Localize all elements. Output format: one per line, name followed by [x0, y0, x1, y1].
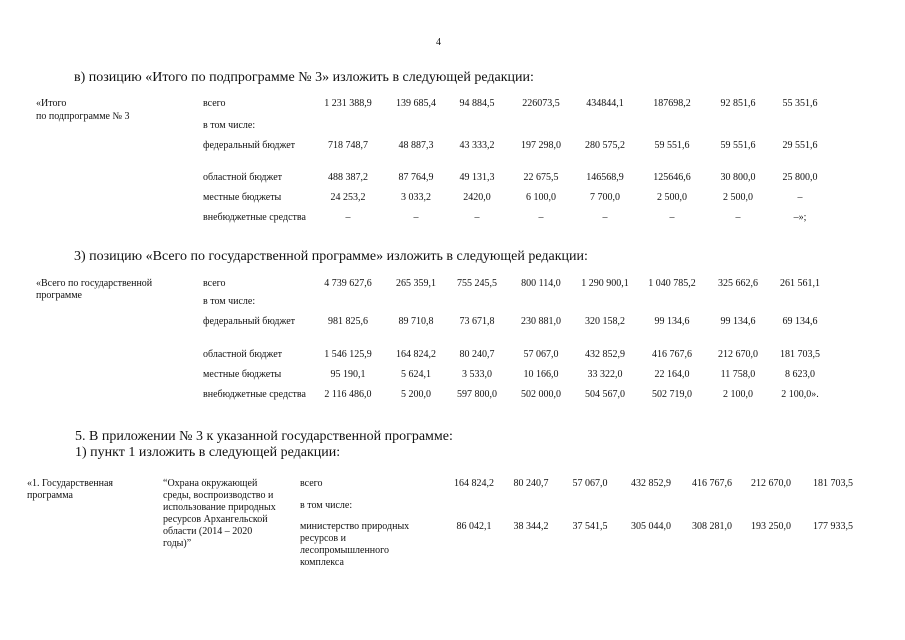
table-cell: 125646,6 — [653, 172, 691, 183]
table-cell: 755 245,5 — [457, 278, 497, 289]
table-cell: – — [602, 212, 608, 223]
table-cell: 43 333,2 — [459, 140, 495, 151]
table-cell: 59 551,6 — [654, 140, 690, 151]
table-cell: – — [345, 212, 351, 223]
table-cell: – — [413, 212, 419, 223]
table-cell: 164 824,2 — [396, 349, 436, 360]
table-cell: 55 351,6 — [782, 98, 818, 109]
row-label: областной бюджет — [203, 349, 283, 360]
table-cell: 1 040 785,2 — [648, 278, 696, 289]
table-cell: – — [797, 192, 803, 203]
table-cell: 718 748,7 — [328, 140, 368, 151]
table-cell: 1 231 388,9 — [324, 98, 372, 109]
table-cell: 33 322,0 — [587, 369, 623, 380]
page-number: 4 — [436, 37, 441, 48]
row-label: местные бюджеты — [203, 369, 282, 380]
table-cell: 416 767,6 — [652, 349, 692, 360]
table-cell: 59 551,6 — [720, 140, 756, 151]
row-label: всего — [203, 98, 226, 109]
table-cell: 2 100,0 — [723, 389, 753, 400]
table-cell: 597 800,0 — [457, 389, 497, 400]
table-cell: 95 190,1 — [330, 369, 366, 380]
table-cell: 73 671,8 — [459, 316, 495, 327]
table-cell: 261 561,1 — [780, 278, 820, 289]
row-label: в том числе: — [203, 120, 256, 131]
table-cell: 2 100,0». — [781, 389, 819, 400]
table-cell: – — [538, 212, 544, 223]
table-cell: 6 100,0 — [526, 192, 556, 203]
table-cell: 99 134,6 — [654, 316, 690, 327]
section-5-subheading: 1) пункт 1 изложить в следующей редакции: — [75, 445, 341, 460]
table-cell: 502 719,0 — [652, 389, 692, 400]
table-cell: 69 134,6 — [782, 316, 818, 327]
table-cell: – — [474, 212, 480, 223]
table-cell: 181 703,5 — [780, 349, 820, 360]
table-cell: 3 033,2 — [401, 192, 431, 203]
table-cell: – — [735, 212, 741, 223]
table-cell: 981 825,6 — [328, 316, 368, 327]
table-cell: 86 042,1 — [456, 521, 492, 532]
table-cell: 5 624,1 — [401, 369, 431, 380]
table-cell: 57 067,0 — [572, 478, 608, 489]
table-cell: 80 240,7 — [513, 478, 549, 489]
table-cell: 37 541,5 — [572, 521, 608, 532]
table-cell: 146568,9 — [586, 172, 624, 183]
table-cell: –»; — [793, 212, 807, 223]
row-label: областной бюджет — [203, 172, 283, 183]
row-label: в том числе: — [300, 500, 353, 511]
row-label: всего — [203, 278, 226, 289]
table-cell: 80 240,7 — [459, 349, 495, 360]
table-cell: 193 250,0 — [751, 521, 791, 532]
section-v-heading: в) позицию «Итого по подпрограмме № 3» изложить в следующей редакции: — [74, 70, 534, 85]
table-cell: 488 387,2 — [328, 172, 368, 183]
table-cell: 280 575,2 — [585, 140, 625, 151]
table-cell: 87 764,9 — [398, 172, 434, 183]
table-cell: 2 500,0 — [657, 192, 687, 203]
table-cell: 230 881,0 — [521, 316, 561, 327]
table-cell: 29 551,6 — [782, 140, 818, 151]
table-cell: 8 623,0 — [785, 369, 815, 380]
table-cell: 432 852,9 — [631, 478, 671, 489]
table-cell: 5 200,0 — [401, 389, 431, 400]
table-cell: 434844,1 — [586, 98, 624, 109]
table-cell: 57 067,0 — [523, 349, 559, 360]
table-cell: 92 851,6 — [720, 98, 756, 109]
table-cell: 1 290 900,1 — [581, 278, 629, 289]
section-3-row-title: «Всего по государственной программе — [36, 278, 153, 301]
table-cell: 49 131,3 — [459, 172, 495, 183]
table-cell: 181 703,5 — [813, 478, 853, 489]
section-5-program-name-cell: “Охрана окружающей среды, воспроизводство и использование природных ресурсов Архангельской области (2014 – 2020 годы)” — [163, 478, 276, 549]
table-cell: 99 134,6 — [720, 316, 756, 327]
section-3-heading: 3) позицию «Всего по государственной программе» изложить в следующей редакции: — [74, 249, 588, 264]
table-cell: 7 700,0 — [590, 192, 620, 203]
table-cell: 800 114,0 — [521, 278, 561, 289]
table-cell: 164 824,2 — [454, 478, 494, 489]
table-cell: 4 739 627,6 — [324, 278, 372, 289]
table-cell: 2 116 486,0 — [324, 389, 372, 400]
table-cell: 197 298,0 — [521, 140, 561, 151]
table-cell: 1 546 125,9 — [324, 349, 372, 360]
table-cell: 305 044,0 — [631, 521, 671, 532]
table-cell: 502 000,0 — [521, 389, 561, 400]
table-cell: 48 887,3 — [398, 140, 434, 151]
table-cell: 38 344,2 — [513, 521, 549, 532]
table-cell: 226073,5 — [522, 98, 560, 109]
table-cell: 308 281,0 — [692, 521, 732, 532]
table-cell: 432 852,9 — [585, 349, 625, 360]
row-label: федеральный бюджет — [203, 140, 296, 151]
table-cell: 3 533,0 — [462, 369, 492, 380]
table-cell: 89 710,8 — [398, 316, 434, 327]
row-label: в том числе: — [203, 296, 256, 307]
section-v-row-title-1: «Итого — [36, 98, 67, 109]
table-cell: 212 670,0 — [751, 478, 791, 489]
table-cell: 504 567,0 — [585, 389, 625, 400]
table-cell: 212 670,0 — [718, 349, 758, 360]
table-cell: 139 685,4 — [396, 98, 436, 109]
table-cell: 30 800,0 — [720, 172, 756, 183]
row-label: федеральный бюджет — [203, 316, 296, 327]
row-label: внебюджетные средства — [203, 389, 306, 400]
table-cell: 22 675,5 — [523, 172, 559, 183]
table-cell: 22 164,0 — [654, 369, 690, 380]
table-cell: 177 933,5 — [813, 521, 853, 532]
section-5-heading: 5. В приложении № 3 к указанной государственной программе: — [75, 429, 453, 444]
row-label: министерство природных ресурсов и лесопромышленного комплекса — [300, 521, 410, 568]
table-cell: 416 767,6 — [692, 478, 732, 489]
row-label: внебюджетные средства — [203, 212, 306, 223]
table-cell: 10 166,0 — [523, 369, 559, 380]
table-cell: 11 758,0 — [720, 369, 756, 380]
table-cell: 2 500,0 — [723, 192, 753, 203]
table-cell: 320 158,2 — [585, 316, 625, 327]
table-cell: 265 359,1 — [396, 278, 436, 289]
section-5-program-cell: «1. Государственная программа — [27, 478, 114, 501]
table-cell: 24 253,2 — [330, 192, 366, 203]
table-cell: 187698,2 — [653, 98, 691, 109]
table-cell: 325 662,6 — [718, 278, 758, 289]
table-cell: 94 884,5 — [459, 98, 495, 109]
row-label: местные бюджеты — [203, 192, 282, 203]
table-cell: 2420,0 — [463, 192, 491, 203]
section-v-row-title-2: по подпрограмме № 3 — [36, 111, 130, 122]
table-cell: 25 800,0 — [782, 172, 818, 183]
table-cell: – — [669, 212, 675, 223]
row-label: всего — [300, 478, 323, 489]
